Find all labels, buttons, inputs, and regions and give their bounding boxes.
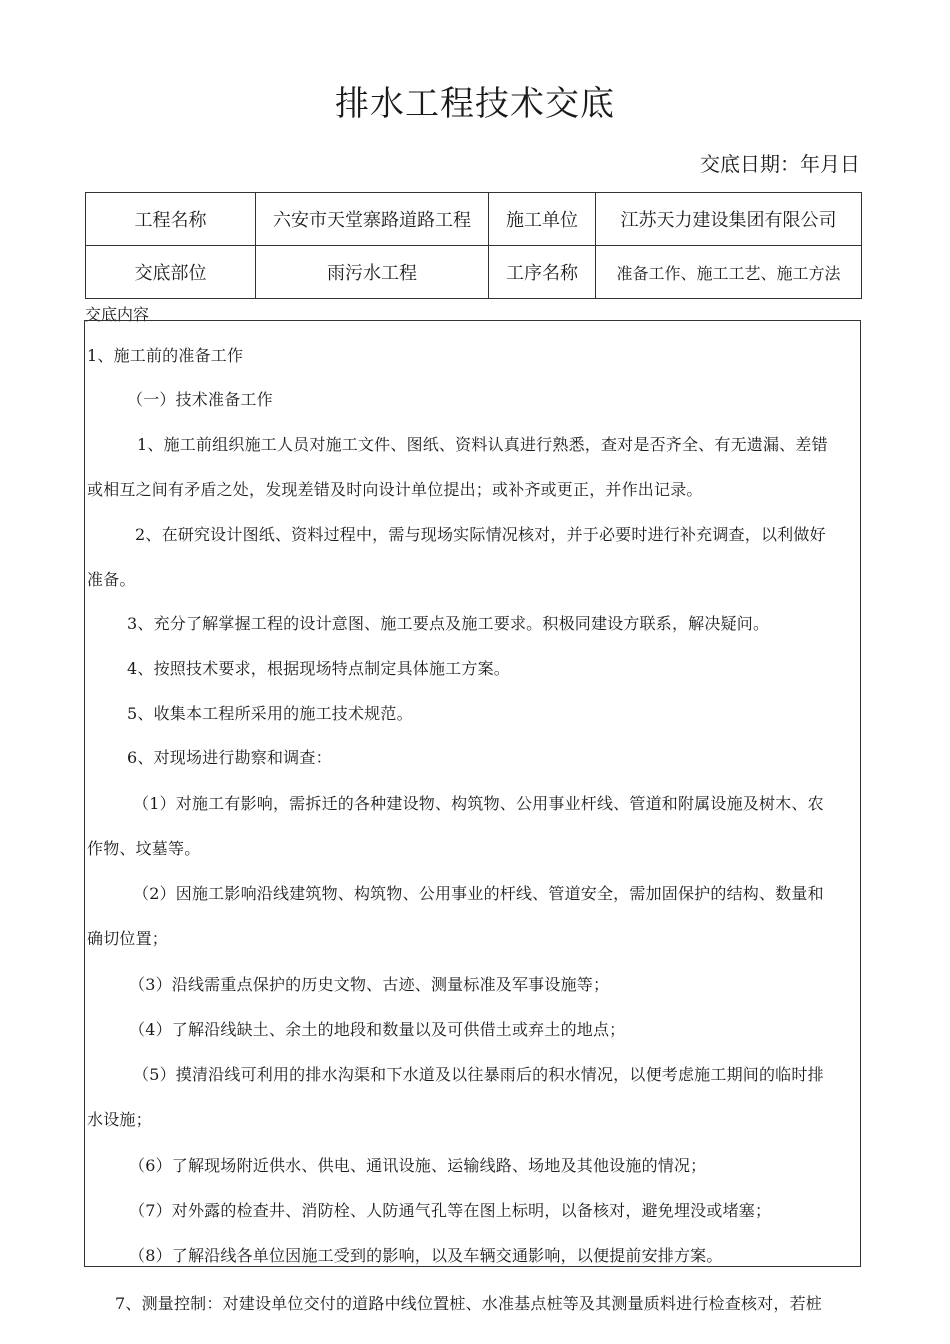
content-line: 或相互之间有矛盾之处，发现差错及时向设计单位提出；或补齐或更正，并作出记录。 (87, 480, 703, 499)
content-line: （2）因施工影响沿线建筑物、构筑物、公用事业的杆线、管道安全，需加固保护的结构、数量和 (133, 884, 824, 903)
table-cell: 施工单位 (489, 193, 596, 246)
continuation-line: 7、测量控制：对建设单位交付的道路中线位置桩、水准基点桩等及其测量质料进行检查核对，若桩 (115, 1294, 822, 1313)
project-info-table (85, 192, 862, 299)
content-line: （4）了解沿线缺土、余土的地段和数量以及可供借土或弃土的地点； (129, 1020, 626, 1039)
table-row (86, 246, 862, 299)
table-cell: 工序名称 (489, 246, 596, 299)
table-cell: 工程名称 (86, 193, 256, 246)
table-cell: 江苏天力建设集团有限公司 (596, 193, 862, 246)
document-title: 排水工程技术交底 (335, 84, 615, 124)
content-line: （6）了解现场附近供水、供电、通讯设施、运输线路、场地及其他设施的情况； (129, 1156, 707, 1175)
content-line: 1、施工前的准备工作 (87, 346, 244, 365)
content-line: 2、在研究设计图纸、资料过程中，需与现场实际情况核对，并于必要时进行补充调查，以利做好 (135, 525, 826, 544)
disclosure-date: 交底日期：年月日 (700, 152, 860, 176)
table-row (86, 193, 862, 246)
content-label: 交底内容 (85, 305, 150, 324)
table-cell: 准备工作、施工工艺、施工方法 (596, 246, 862, 299)
content-line: 4、按照技术要求，根据现场特点制定具体施工方案。 (127, 659, 510, 678)
table-cell: 交底部位 (86, 246, 256, 299)
table-cell: 雨污水工程 (256, 246, 489, 299)
content-line: （7）对外露的检查井、消防栓、人防通气孔等在图上标明，以备核对，避免埋没或堵塞； (129, 1201, 772, 1220)
content-line: 1、施工前组织施工人员对施工文件、图纸、资料认真进行熟悉，查对是否齐全、有无遗漏、差错 (137, 435, 828, 454)
content-line: 5、收集本工程所采用的施工技术规范。 (127, 704, 413, 723)
table-cell: 六安市天堂寨路道路工程 (256, 193, 489, 246)
content-line: 确切位置； (87, 929, 169, 948)
content-box (84, 320, 861, 1267)
content-line: （8）了解沿线各单位因施工受到的影响，以及车辆交通影响，以便提前安排方案。 (129, 1246, 723, 1265)
content-line: （一）技术准备工作 (127, 390, 273, 409)
content-line: 3、充分了解掌握工程的设计意图、施工要点及施工要求。积极同建设方联系，解决疑问。 (127, 614, 770, 633)
content-line: （5）摸清沿线可利用的排水沟渠和下水道及以往暴雨后的积水情况，以便考虑施工期间的临时排 (133, 1065, 824, 1084)
content-line: 准备。 (87, 570, 136, 589)
content-line: （3）沿线需重点保护的历史文物、古迹、测量标准及军事设施等； (129, 975, 610, 994)
content-line: 作物、坟墓等。 (87, 839, 201, 858)
content-line: 6、对现场进行勘察和调查： (127, 748, 332, 767)
content-line: （1）对施工有影响，需拆迁的各种建设物、构筑物、公用事业杆线、管道和附属设施及树木、农 (133, 794, 824, 813)
content-line: 水设施； (87, 1110, 152, 1129)
